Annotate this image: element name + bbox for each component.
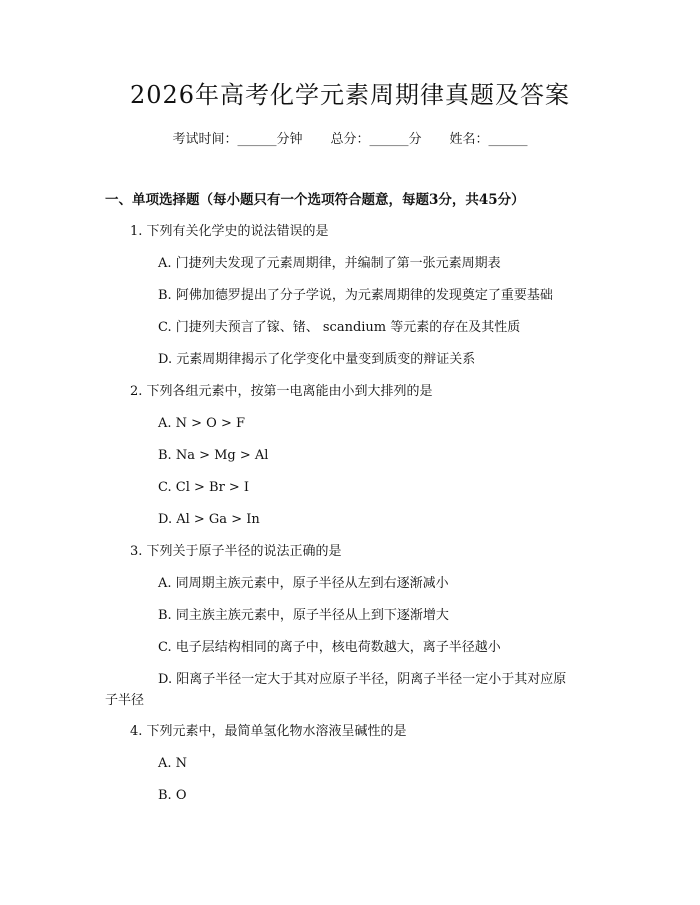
question-2-option-d: D. Al > Ga > In <box>158 512 260 527</box>
question-1-option-d: D. 元素周期律揭示了化学变化中量变到质变的辩证关系 <box>158 352 476 367</box>
question-3-option-b: B. 同主族主族元素中，原子半径从上到下逐渐增大 <box>158 608 449 623</box>
question-3-option-a: A. 同周期主族元素中，原子半径从左到右逐渐减小 <box>158 576 449 591</box>
student-name-field: 姓名：______ <box>449 132 528 147</box>
question-4-option-b: B. O <box>158 788 187 803</box>
question-2-stem: 2. 下列各组元素中，按第一电离能由小到大排列的是 <box>130 384 433 399</box>
question-3-option-d: D. 阳离子半径一定大于其对应原子半径，阴离子半径一定小于其对应原 <box>158 672 567 687</box>
question-2-option-c: C. Cl > Br > I <box>158 480 250 495</box>
question-4-option-a: A. N <box>158 756 188 771</box>
question-3-stem: 3. 下列关于原子半径的说法正确的是 <box>130 544 342 559</box>
question-2-option-a: A. N > O > F <box>158 416 246 431</box>
question-3-option-d-continued: 子半径 <box>105 693 145 708</box>
total-score-field: 总分：______分 <box>330 132 422 147</box>
document-title: 2026年高考化学元素周期律真题及答案 <box>129 81 571 109</box>
exam-info-line <box>0 130 700 150</box>
question-1-option-b: B. 阿佛加德罗提出了分子学说，为元素周期律的发现奠定了重要基础 <box>158 288 553 303</box>
question-3-option-c: C. 电子层结构相同的离子中，核电荷数越大，离子半径越小 <box>158 640 501 655</box>
question-1-option-a: A. 门捷列夫发现了元素周期律，并编制了第一张元素周期表 <box>158 256 501 271</box>
question-1-option-c: C. 门捷列夫预言了镓、锗、 scandium 等元素的存在及其性质 <box>158 320 521 335</box>
section-heading: 一、单项选择题（每小题只有一个选项符合题意，每题3分，共45分） <box>105 192 525 208</box>
question-1-stem: 1. 下列有关化学史的说法错误的是 <box>130 224 329 239</box>
question-2-option-b: B. Na > Mg > Al <box>158 448 269 463</box>
exam-time-field: 考试时间：______分钟 <box>172 132 303 147</box>
question-4-stem: 4. 下列元素中，最简单氢化物水溶液呈碱性的是 <box>130 724 407 739</box>
